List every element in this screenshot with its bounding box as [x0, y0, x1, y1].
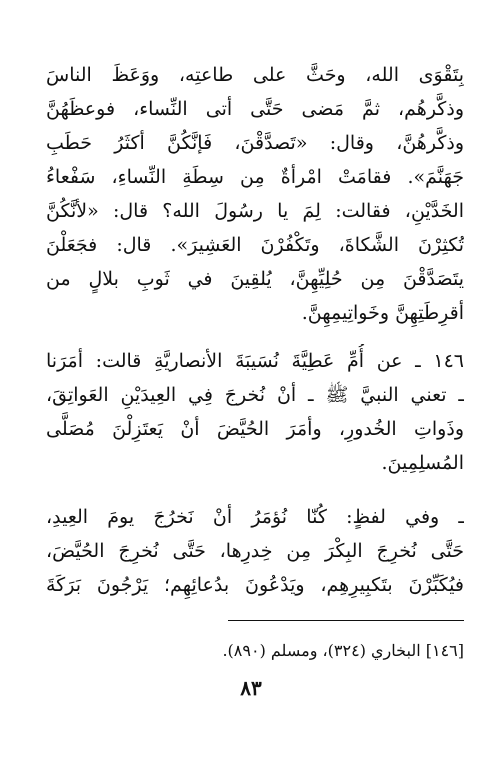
text-line: حَتَّى نُخرِجَ البِكْرَ مِن خِدرِها، حَتَّى نُخرِجَ الحُيَّضَ،: [46, 540, 464, 562]
text-line: فيُكَبِّرْنَ بتَكبِيرِهِم، ويَدْعُونَ بدُعائِهِم؛ يَرْجُونَ بَرَكَةَ: [46, 574, 464, 596]
text-line: وذَواتِ الخُدورِ، وأمَرَ الحُيَّضَ أنْ يَعتَزِلْنَ مُصَلَّى: [46, 418, 464, 440]
paragraph-hadith-145-continued: [46, 58, 464, 330]
text-line: أقرِطَتِهِنَّ وخَواتِيمِهِنَّ.: [301, 302, 464, 324]
text-line: بِتَقْوَى الله، وحَثَّ على طاعتِه، ووَعَظَ الناسَ: [46, 64, 464, 86]
text-line: وذكَّرهُم، ثمَّ مَضى حَتَّى أتى النِّساء، فوعظَهُنَّ: [46, 98, 464, 120]
text-line: يتَصَدَّقْنَ مِن حُلِيِّهِنَّ، يُلقِينَ في ثَوبِ بلالٍ من: [46, 268, 464, 290]
text-line: وذكَّرهُنَّ، وقال: «تَصدَّقْنَ، فَإنَّكُنَّ أكثَرُ حَطَبِ: [46, 132, 464, 154]
text-line: جَهَنَّمَ». فقامَتْ امْرأةٌ مِن سِطَةِ النِّساءِ، سَفْعاءُ: [46, 166, 464, 188]
paragraph-hadith-146: [46, 344, 464, 480]
footnote-divider: [228, 620, 464, 621]
text-line: الخَدَّيْنِ، فقالت: لِمَ يا رسُولَ الله؟ قال: «لأنَّكُنَّ: [46, 200, 464, 222]
footnote: [١٤٦] البخاري (٣٢٤)، ومسلم (٨٩٠).: [222, 641, 464, 660]
text-line: تُكثِرْنَ الشَّكاةَ، وتَكْفُرْنَ العَشِيرَ». قال: فجَعَلْنَ: [46, 234, 464, 256]
paragraph-hadith-146-variant: [46, 500, 464, 602]
text-line: ـ وفي لفظٍ: كُنّا نُؤمَرُ أنْ نَخرُجَ يومَ العِيدِ،: [46, 506, 464, 528]
page-number: ٨٣: [240, 676, 262, 700]
text-line: ١٤٦ ـ عن أُمِّ عَطِيَّةَ نُسَيبَةَ الأنصاريَّةِ قالت: أمَرَنا: [46, 350, 464, 372]
text-line: المُسلِمِينَ.: [381, 452, 464, 474]
text-line: ـ تعني النبيَّ ﷺ ـ أنْ نُخرجَ فِي العِيدَيْنِ العَواتِقَ،: [46, 384, 464, 406]
